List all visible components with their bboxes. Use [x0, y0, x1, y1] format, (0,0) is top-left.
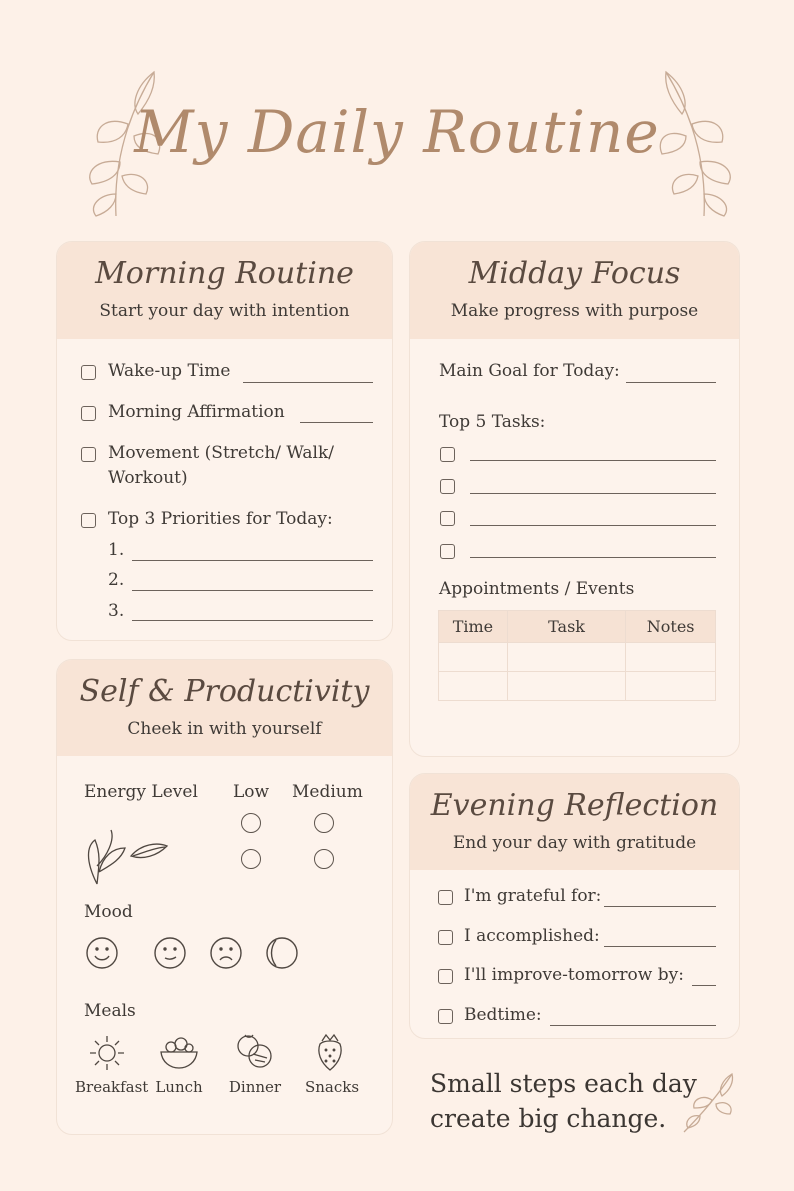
- morning-routine-card: [56, 241, 393, 641]
- task-line-1[interactable]: [470, 460, 716, 461]
- energy-medium-label: Medium: [292, 782, 363, 802]
- bedtime-checkbox[interactable]: [438, 1009, 453, 1024]
- table-cell[interactable]: [439, 643, 508, 672]
- table-cell[interactable]: [626, 643, 716, 672]
- mood-label: Mood: [84, 902, 133, 922]
- motivational-quote: [430, 1066, 697, 1136]
- table-cell[interactable]: [439, 672, 508, 701]
- energy-radio-low-2[interactable]: [241, 849, 261, 869]
- affirmation-label: Morning Affirmation: [108, 402, 285, 422]
- midday-focus-card: [409, 241, 740, 757]
- table-row: [439, 672, 716, 701]
- priority-number-1: 1.: [108, 540, 125, 560]
- task-line-3[interactable]: [470, 525, 716, 526]
- priorities-label: Top 3 Priorities for Today:: [108, 509, 333, 529]
- self-subtitle: Cheek in with yourself: [127, 719, 322, 739]
- priority-number-3: 3.: [108, 601, 125, 621]
- smile-face-icon[interactable]: [85, 936, 119, 970]
- bedtime-label: Bedtime:: [464, 1005, 542, 1025]
- appointments-table: [438, 610, 716, 701]
- table-cell[interactable]: [507, 643, 625, 672]
- task-line-4[interactable]: [470, 557, 716, 558]
- grateful-checkbox[interactable]: [438, 890, 453, 905]
- meal-label-breakfast: Breakfast: [75, 1078, 149, 1096]
- grateful-label: I'm grateful for:: [464, 886, 602, 906]
- evening-subtitle: End your day with gratitude: [452, 833, 697, 853]
- energy-radio-low-1[interactable]: [241, 813, 261, 833]
- main-goal-line[interactable]: [626, 382, 716, 383]
- meal-label-snacks: Snacks: [304, 1078, 360, 1096]
- table-header-task: Task: [507, 611, 625, 643]
- task-checkbox-2[interactable]: [440, 479, 455, 494]
- movement-label-2: Workout): [108, 468, 188, 488]
- meal-label-lunch: Lunch: [155, 1078, 203, 1096]
- priority-number-2: 2.: [108, 570, 125, 590]
- task-checkbox-1[interactable]: [440, 447, 455, 462]
- bedtime-line[interactable]: [550, 1025, 716, 1026]
- movement-checkbox[interactable]: [81, 447, 96, 462]
- improve-label: I'll improve-tomorrow by:: [464, 965, 684, 985]
- task-line-2[interactable]: [470, 493, 716, 494]
- accomplished-checkbox[interactable]: [438, 930, 453, 945]
- task-checkbox-3[interactable]: [440, 511, 455, 526]
- improve-line[interactable]: [692, 985, 716, 986]
- midday-title: Midday Focus: [468, 256, 681, 291]
- priority-line-2[interactable]: [132, 590, 373, 591]
- accomplished-label: I accomplished:: [464, 926, 600, 946]
- table-cell[interactable]: [626, 672, 716, 701]
- task-checkbox-4[interactable]: [440, 544, 455, 559]
- quote-line-2: create big change.: [430, 1104, 667, 1133]
- grateful-line[interactable]: [604, 906, 716, 907]
- morning-subtitle: Start your day with intention: [99, 301, 350, 321]
- midday-subtitle: Make progress with purpose: [450, 301, 699, 321]
- main-goal-label: Main Goal for Today:: [439, 361, 620, 381]
- meals-label: Meals: [84, 1001, 136, 1021]
- wake-up-line[interactable]: [243, 382, 373, 383]
- quote-line-1: Small steps each day: [430, 1069, 697, 1098]
- priorities-checkbox[interactable]: [81, 513, 96, 528]
- moon-face-icon[interactable]: [265, 936, 299, 970]
- self-title: Self & Productivity: [79, 674, 370, 709]
- small-leaf-sprig-icon: [682, 1070, 738, 1134]
- evening-reflection-card: [409, 773, 740, 1039]
- evening-title: Evening Reflection: [430, 788, 719, 823]
- leaf-sprig-icon: [83, 826, 169, 888]
- table-row: [439, 643, 716, 672]
- energy-low-label: Low: [233, 782, 270, 802]
- table-cell[interactable]: [507, 672, 625, 701]
- priority-line-3[interactable]: [132, 620, 373, 621]
- wake-up-checkbox[interactable]: [81, 365, 96, 380]
- sad-face-icon[interactable]: [209, 936, 243, 970]
- table-header-notes: Notes: [626, 611, 716, 643]
- energy-label: Energy Level: [84, 782, 198, 802]
- table-header-time: Time: [439, 611, 508, 643]
- neutral-face-icon[interactable]: [153, 936, 187, 970]
- affirmation-checkbox[interactable]: [81, 406, 96, 421]
- accomplished-line[interactable]: [604, 946, 716, 947]
- self-productivity-card: [56, 659, 393, 1135]
- vegetables-icon: [233, 1032, 275, 1070]
- sun-icon: [88, 1034, 126, 1072]
- strawberry-icon: [314, 1032, 346, 1072]
- energy-radio-medium-2[interactable]: [314, 849, 334, 869]
- appointments-label: Appointments / Events: [439, 579, 635, 599]
- page-title: My Daily Routine: [134, 98, 660, 166]
- improve-checkbox[interactable]: [438, 969, 453, 984]
- meal-label-dinner: Dinner: [228, 1078, 282, 1096]
- top-tasks-label: Top 5 Tasks:: [439, 412, 546, 432]
- movement-label: Movement (Stretch/ Walk/: [108, 443, 334, 463]
- morning-title: Morning Routine: [95, 256, 354, 291]
- priority-line-1[interactable]: [132, 560, 373, 561]
- energy-radio-medium-1[interactable]: [314, 813, 334, 833]
- wake-up-label: Wake-up Time: [108, 361, 231, 381]
- salad-bowl-icon: [158, 1034, 200, 1070]
- affirmation-line[interactable]: [300, 422, 373, 423]
